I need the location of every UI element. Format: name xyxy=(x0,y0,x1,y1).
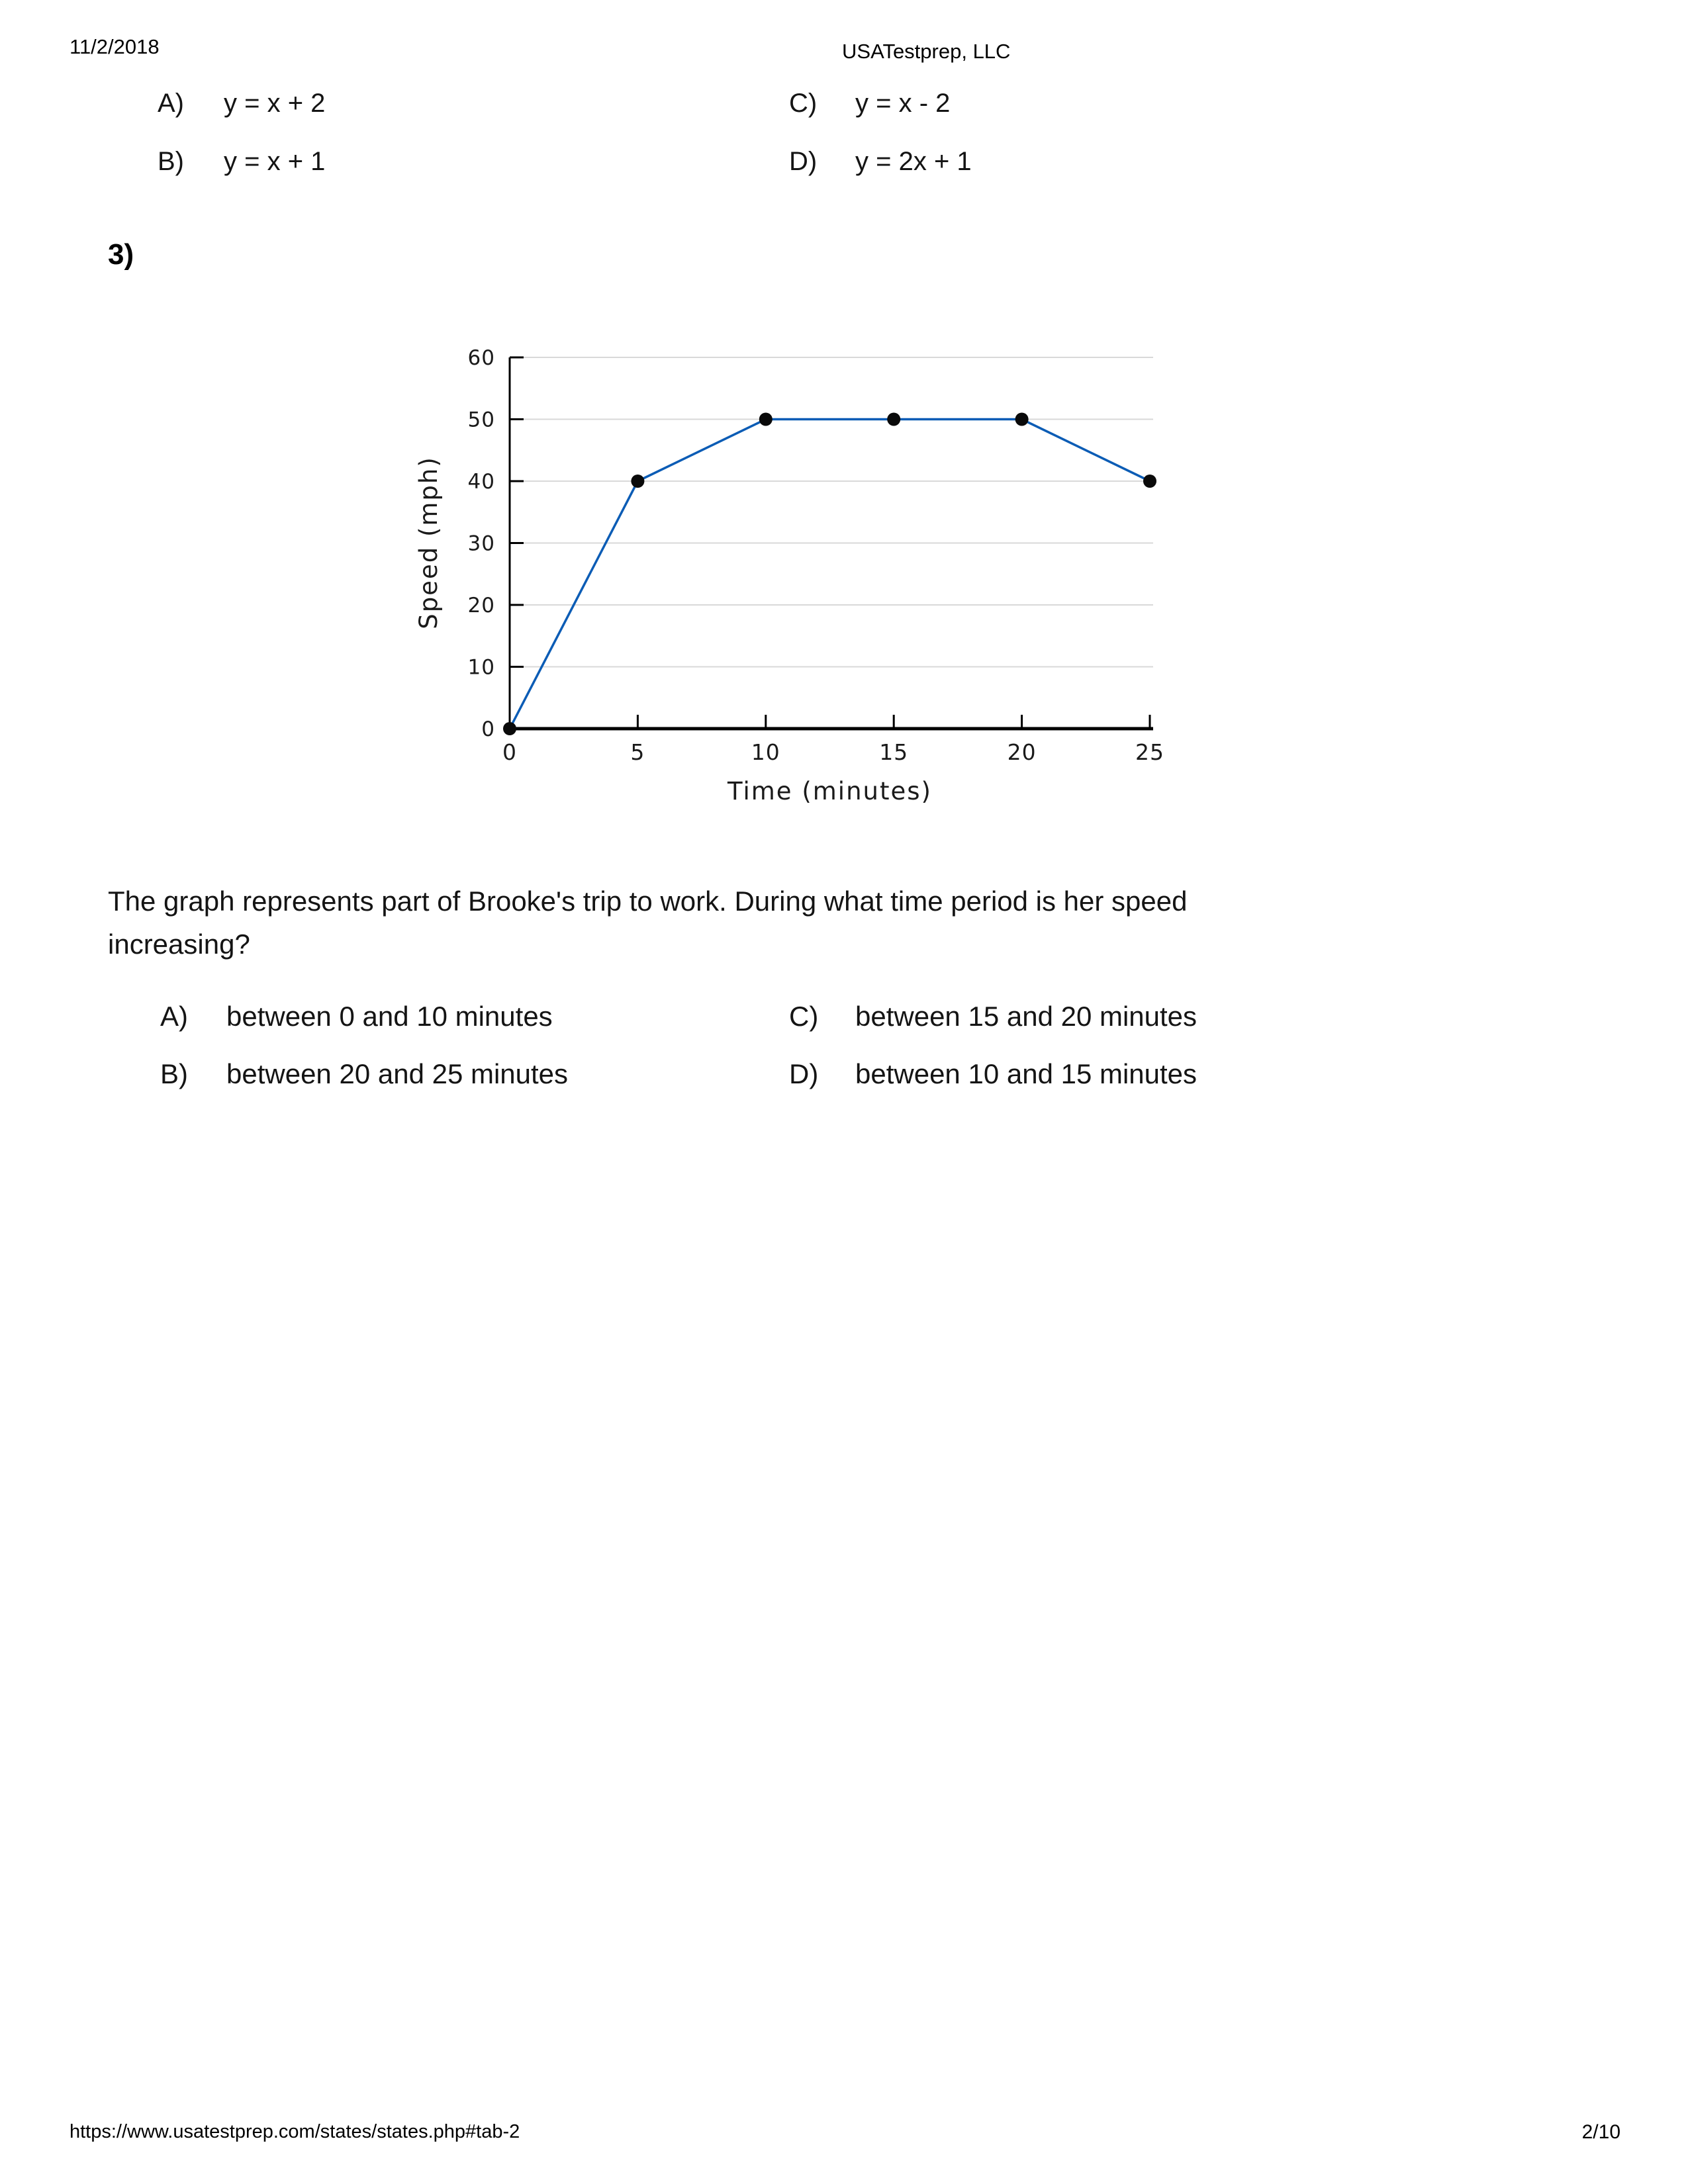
y-tick-label: 40 xyxy=(467,470,495,494)
speed-time-chart xyxy=(391,330,1175,819)
q3-option-c xyxy=(789,1001,1197,1032)
y-tick-label: 0 xyxy=(481,717,495,741)
prev-option-a-text: y = x + 2 xyxy=(224,89,326,118)
x-tick-label: 0 xyxy=(502,739,517,765)
q3-option-c-text: between 15 and 20 minutes xyxy=(855,1001,1197,1032)
question-prompt-line2: increasing? xyxy=(108,929,250,960)
q3-option-d-letter: D) xyxy=(789,1058,819,1089)
chart-line xyxy=(510,420,1150,729)
q3-option-a-text: between 0 and 10 minutes xyxy=(226,1001,553,1032)
chart-svg xyxy=(391,330,1175,819)
prev-option-d-text: y = 2x + 1 xyxy=(855,147,972,176)
q3-option-b xyxy=(160,1058,568,1090)
y-tick-label: 60 xyxy=(467,346,495,370)
prev-option-b xyxy=(158,147,325,177)
prev-option-b-letter: B) xyxy=(158,147,184,176)
header-date: 11/2/2018 xyxy=(70,35,160,58)
prev-option-d xyxy=(789,147,972,177)
prev-option-d-letter: D) xyxy=(789,147,818,176)
prev-option-c-text: y = x - 2 xyxy=(855,89,951,118)
prev-option-a-letter: A) xyxy=(158,89,184,118)
question-prompt-line1: The graph represents part of Brooke's trip to work. During what time period is her speed xyxy=(108,886,1188,917)
x-tick-label: 20 xyxy=(1007,739,1037,765)
q3-option-a-letter: A) xyxy=(160,1001,188,1032)
y-tick-label: 50 xyxy=(467,408,495,432)
q3-option-d-text: between 10 and 15 minutes xyxy=(855,1058,1197,1089)
chart-marker xyxy=(631,475,644,488)
x-axis-title: Time (minutes) xyxy=(727,777,932,805)
chart-marker xyxy=(887,413,900,426)
y-tick-label: 10 xyxy=(467,655,495,680)
prev-option-c-letter: C) xyxy=(789,89,818,118)
x-tick-label: 5 xyxy=(630,739,645,765)
chart-marker xyxy=(503,722,516,735)
q3-option-b-letter: B) xyxy=(160,1058,188,1089)
x-tick-label: 25 xyxy=(1135,739,1164,765)
q3-option-c-letter: C) xyxy=(789,1001,819,1032)
q3-option-b-text: between 20 and 25 minutes xyxy=(226,1058,569,1089)
prev-option-a xyxy=(158,89,325,118)
q3-option-a xyxy=(160,1001,553,1032)
y-tick-label: 20 xyxy=(467,594,495,617)
y-axis-title: Speed (mph) xyxy=(414,456,443,629)
x-tick-label: 10 xyxy=(751,739,780,765)
footer-url: https://www.usatestprep.com/states/states.php#tab-2 xyxy=(70,2121,520,2142)
prev-option-c xyxy=(789,89,950,118)
prev-option-b-text: y = x + 1 xyxy=(224,147,326,176)
chart-marker xyxy=(1143,475,1156,488)
footer-page-number: 2/10 xyxy=(1581,2121,1620,2143)
y-tick-label: 30 xyxy=(467,531,495,556)
question-number: 3) xyxy=(108,238,134,271)
chart-marker xyxy=(1015,413,1029,426)
header-source: USATestprep, LLC xyxy=(842,40,1011,63)
q3-option-d xyxy=(789,1058,1197,1090)
x-tick-label: 15 xyxy=(879,739,909,765)
chart-marker xyxy=(759,413,773,426)
